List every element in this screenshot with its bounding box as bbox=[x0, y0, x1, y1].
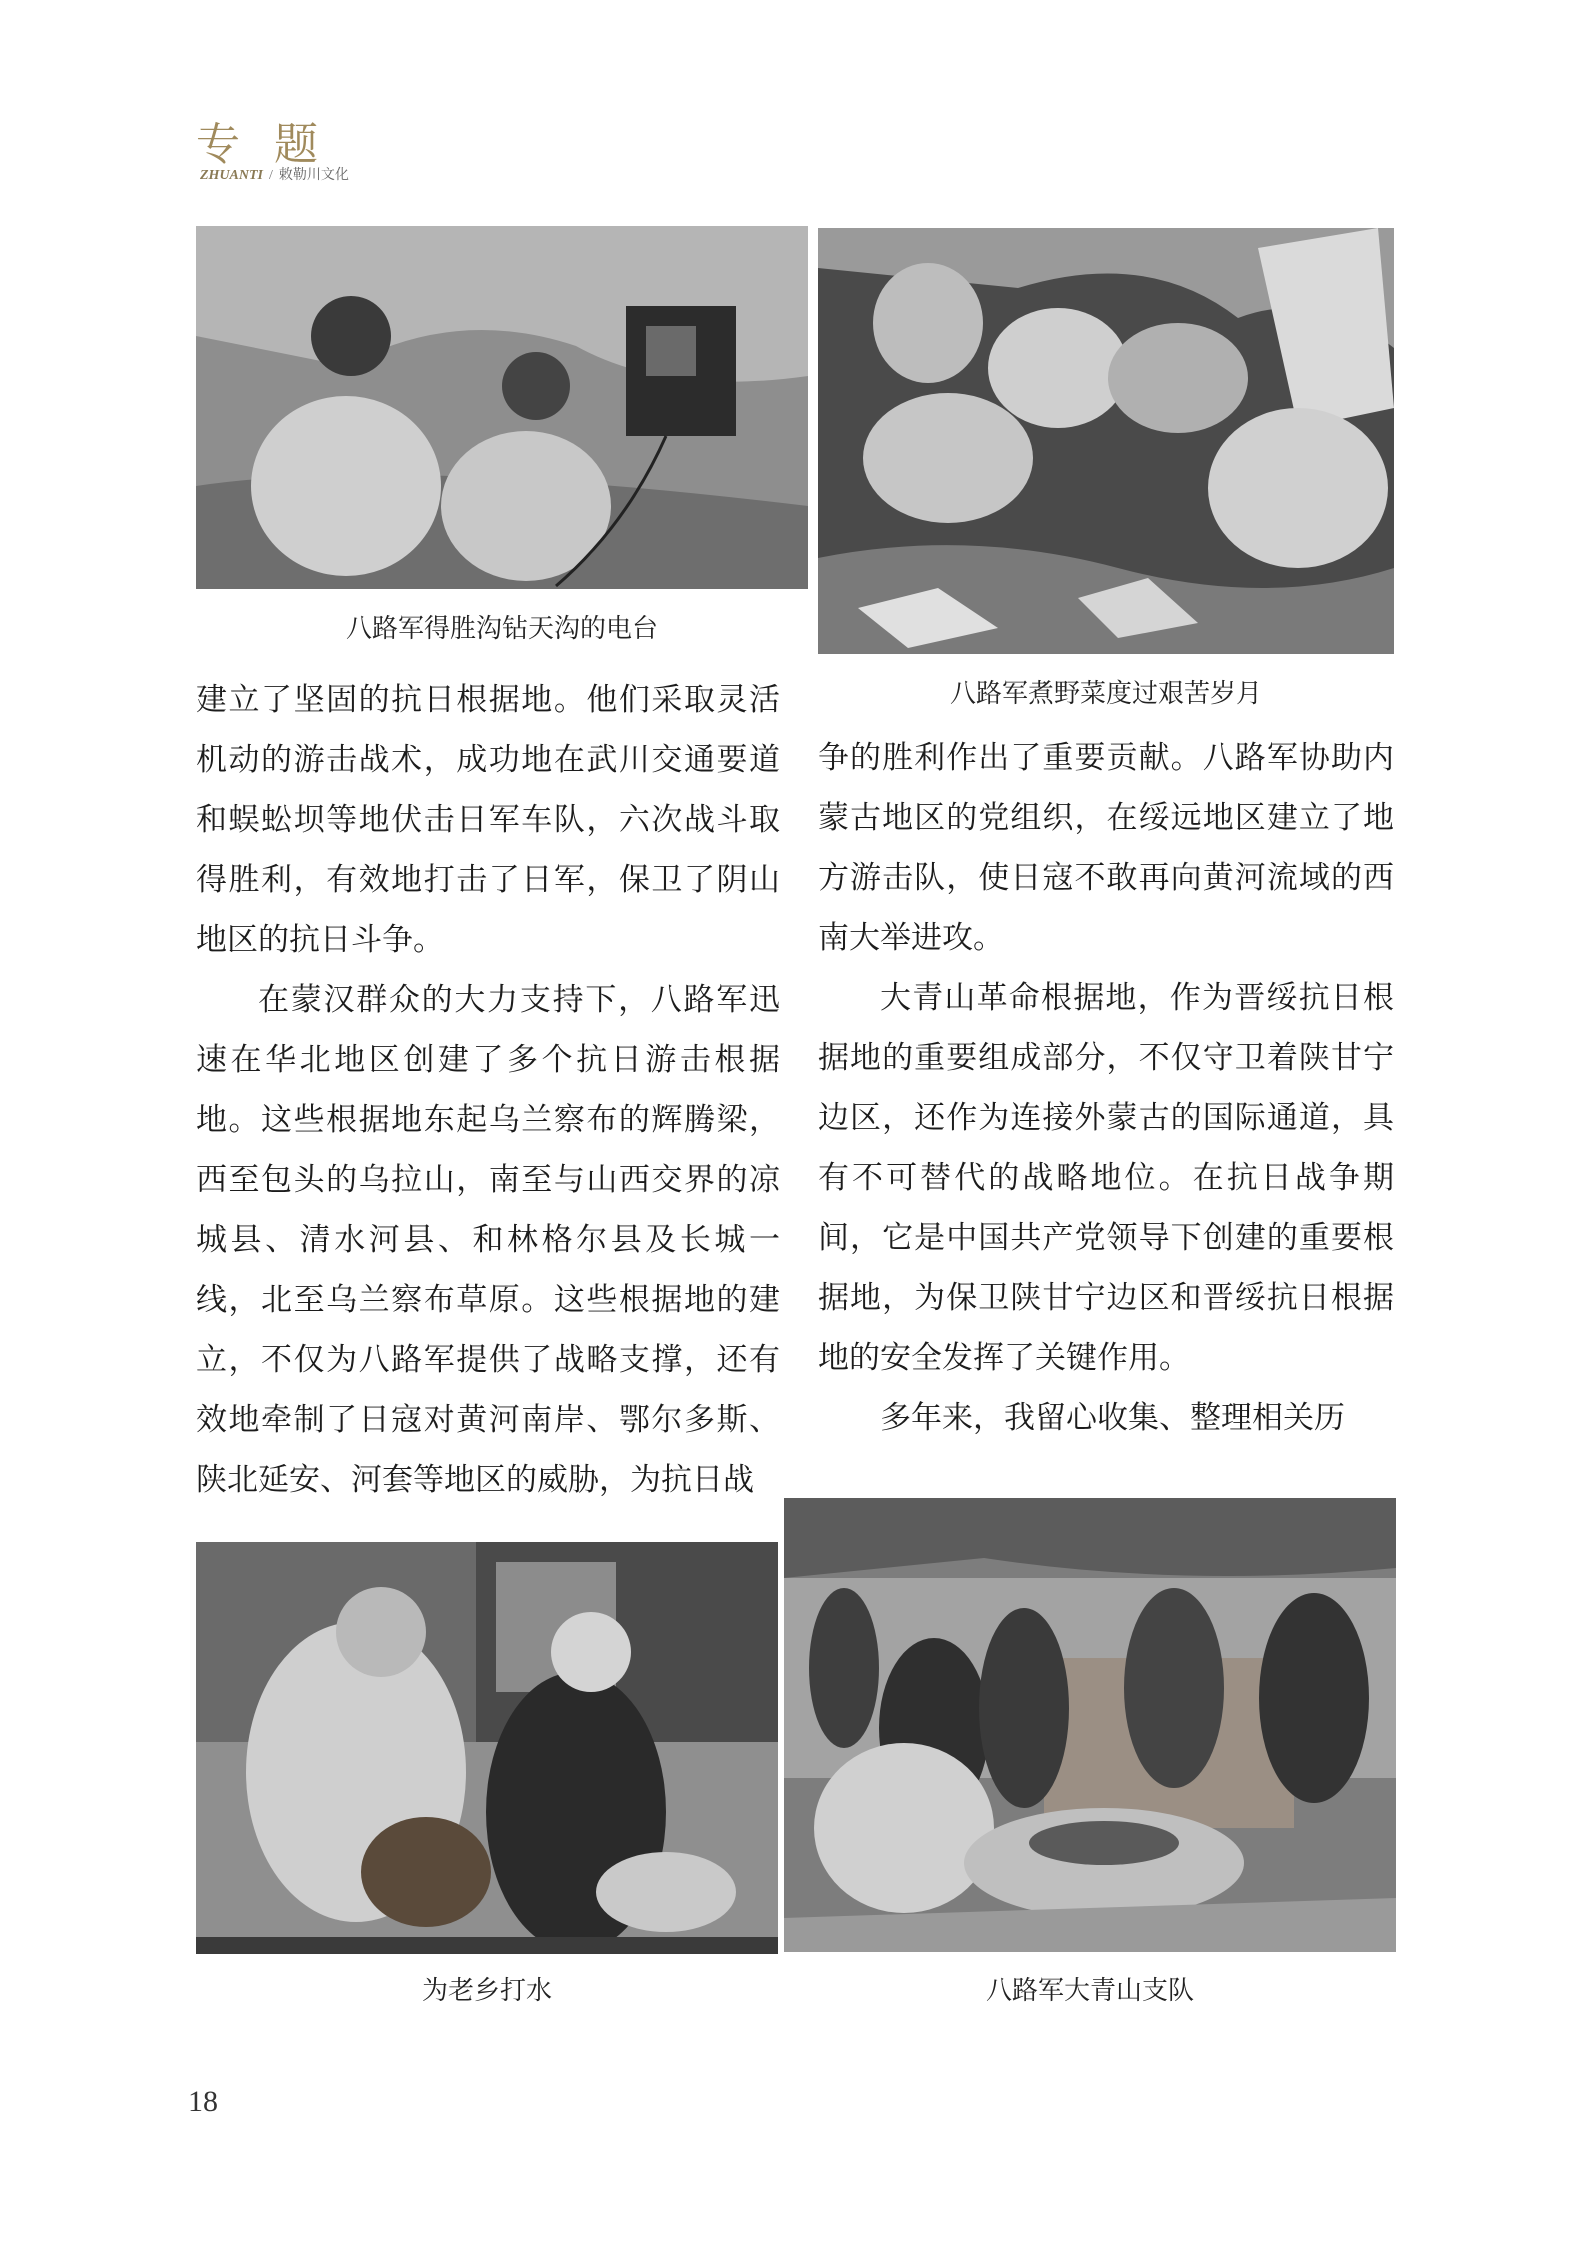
right-column bbox=[818, 728, 1394, 1448]
left-column bbox=[196, 670, 780, 1510]
paragraph: 建立了坚固的抗日根据地。他们采取灵活机动的游击战术，成功地在武川交通要道和蜈蚣坝等地伏击日军车队，六次战斗取得胜利，有效地打击了日军，保卫了阴山地区的抗日斗争。 bbox=[196, 682, 780, 958]
photo-caption: 八路军煮野菜度过艰苦岁月 bbox=[949, 679, 1262, 709]
photo-caption: 八路军大青山支队 bbox=[985, 1976, 1194, 2006]
divider-slash: / bbox=[269, 168, 273, 183]
photo-cooking-wild-vegetables bbox=[818, 228, 1394, 654]
photo-caption: 八路军得胜沟钻天沟的电台 bbox=[345, 614, 658, 644]
photo-radio-station bbox=[196, 226, 808, 589]
photo-caption: 为老乡打水 bbox=[421, 1976, 552, 2006]
section-title: 专题 bbox=[196, 119, 352, 170]
paragraph: 多年来，我留心收集、整理相关历 bbox=[880, 1400, 1345, 1436]
section-subtitle bbox=[200, 164, 349, 184]
paragraph: 在蒙汉群众的大力支持下，八路军迅速在华北地区创建了多个抗日游击根据地。这些根据地东起乌兰察布的辉腾梁，西至包头的乌拉山，南至与山西交界的凉城县、清水河县、和林格尔县及长城一线，北至乌兰察布草原。这些根据地的建立，不仅为八路军提供了战略支撑，还有效地牵制了日寇对黄河南岸、鄂尔多斯、陕北延安、河套等地区的威胁，为抗日战 bbox=[196, 982, 780, 1498]
photo-daqingshan-detachment bbox=[784, 1498, 1396, 1952]
section-subtitle-en: ZHUANTI bbox=[200, 168, 263, 183]
paragraph: 大青山革命根据地，作为晋绥抗日根据地的重要组成部分，不仅守卫着陕甘宁边区，还作为连接外蒙古的国际通道，具有不可替代的战略地位。在抗日战争期间，它是中国共产党领导下创建的重要根据地，为保卫陕甘宁边区和晋绥抗日根据地的安全发挥了关键作用。 bbox=[818, 980, 1394, 1376]
section-name: 敕勒川文化 bbox=[278, 167, 349, 183]
photo-drawing-water bbox=[196, 1542, 778, 1954]
paragraph: 争的胜利作出了重要贡献。八路军协助内蒙古地区的党组织，在绥远地区建立了地方游击队，使日寇不敢再向黄河流域的西南大举进攻。 bbox=[818, 740, 1394, 956]
page-number: 18 bbox=[188, 2085, 218, 2118]
